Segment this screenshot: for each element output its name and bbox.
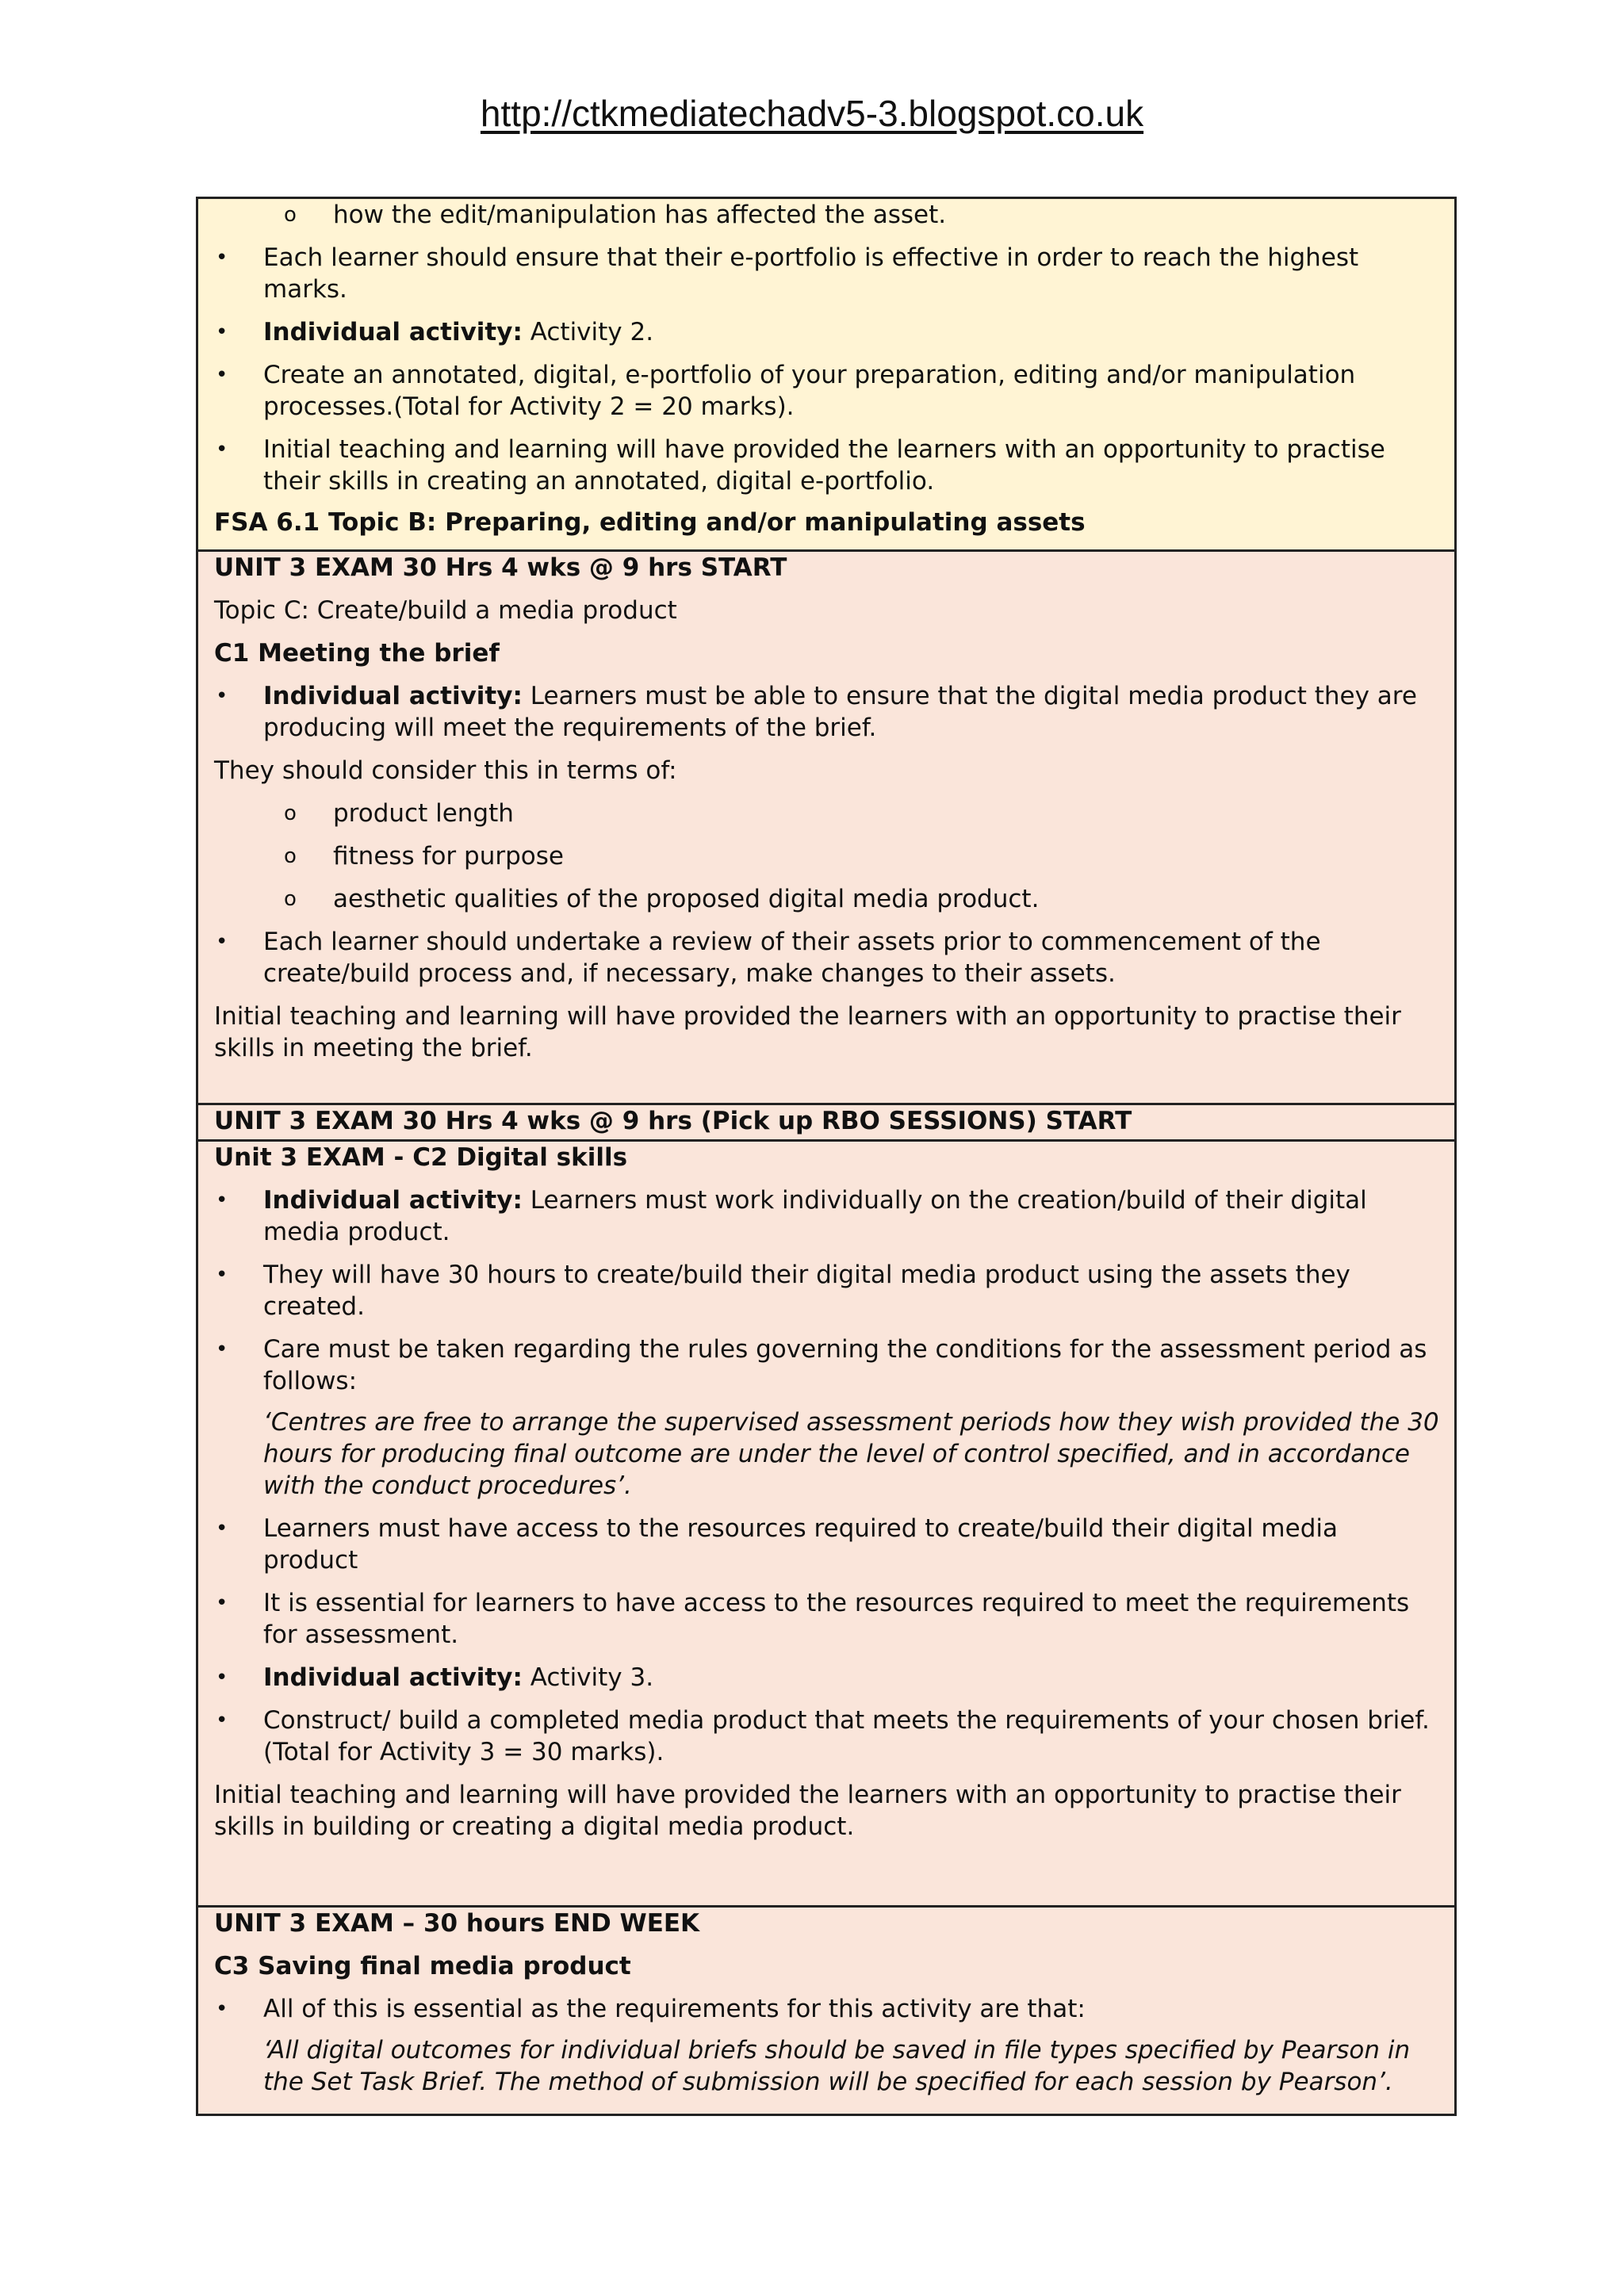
bullet-text: Each learner should undertake a review of their assets prior to commencement of the create/build process and, if necessary, make changes to their assets. — [263, 928, 1321, 988]
bullet-label: Individual activity: — [263, 1663, 523, 1692]
bullet-icon: • — [216, 363, 228, 387]
quote-block: ‘Centres are free to arrange the supervised assessment periods how they wish provided the 30 hours for producing final outcome are under the level of control specified, and in accordance with the conduct procedures’. — [263, 1408, 1439, 1500]
bullet-text: Construct/ build a completed media product that meets the requirements of your chosen brief. (Total for Activity 3 = 30 marks). — [263, 1706, 1430, 1766]
bullet-icon: • — [216, 320, 228, 344]
sub-item-text: fitness for purpose — [333, 842, 564, 871]
bullet-item — [214, 1662, 1440, 1693]
bullet-text: Learners must have access to the resources required to create/build their digital media product — [263, 1514, 1338, 1575]
section-c2 — [198, 1142, 1454, 1908]
circle-bullet-icon: o — [284, 844, 297, 868]
bullet-item — [214, 316, 1440, 348]
bullet-icon: • — [216, 1263, 228, 1287]
consider-line: They should consider this in terms of: — [214, 756, 677, 785]
document-table — [196, 197, 1457, 2116]
section-footer: FSA 6.1 Topic B: Preparing, editing and/or manipulating assets — [214, 508, 1086, 537]
bullet-text: Learners must work individually on the creation/build of their digital media product. — [263, 1186, 1367, 1246]
bullet-icon: • — [216, 930, 228, 954]
topic-line: Topic C: Create/build a media product — [214, 596, 677, 625]
closing-paragraph: Initial teaching and learning will have provided the learners with an opportunity to practise their skills in building or creating a digital media product. — [214, 1781, 1401, 1841]
section-c1 — [198, 552, 1454, 1105]
section-heading: UNIT 3 EXAM 30 Hrs 4 wks @ 9 hrs START — [214, 553, 787, 582]
bullet-item — [214, 1184, 1440, 1248]
section-subheading: C3 Saving final media product — [214, 1952, 631, 1980]
bullet-icon: • — [216, 1591, 228, 1615]
bullet-item — [214, 1705, 1440, 1768]
bullet-text: Activity 3. — [522, 1663, 654, 1692]
bullet-icon: • — [216, 1188, 228, 1212]
bullet-item — [214, 1587, 1440, 1651]
sub-item — [214, 199, 1440, 231]
circle-bullet-icon: o — [284, 203, 297, 227]
bullet-text: Learners must be able to ensure that the digital media product they are producing will meet the requirements of the brief. — [263, 682, 1417, 742]
bullet-icon: • — [216, 1666, 228, 1689]
section-heading: UNIT 3 EXAM – 30 hours END WEEK — [214, 1909, 700, 1938]
bullet-text: Each learner should ensure that their e-portfolio is effective in order to reach the highest marks. — [263, 243, 1359, 304]
circle-bullet-icon: o — [284, 887, 297, 911]
bullet-text: All of this is essential as the requirements for this activity are that: — [263, 1995, 1086, 2023]
bullet-item — [214, 242, 1440, 305]
sub-item — [214, 798, 1440, 829]
sub-item — [214, 883, 1440, 915]
bullet-item — [214, 926, 1440, 989]
circle-bullet-icon: o — [284, 802, 297, 825]
bullet-icon: • — [216, 1337, 228, 1361]
bullet-label: Individual activity: — [263, 318, 523, 346]
bullet-text: Care must be taken regarding the rules governing the conditions for the assessment period as follows: — [263, 1335, 1427, 1395]
quote-block: ‘All digital outcomes for individual briefs should be saved in file types specified by Pearson in the Set Task Brief. The method of submission will be specified for each session by Pearson’. — [263, 2036, 1411, 2096]
section-heading: Unit 3 EXAM - C2 Digital skills — [214, 1143, 628, 1172]
bullet-label: Individual activity: — [263, 682, 523, 710]
bullet-icon: • — [216, 246, 228, 270]
bullet-text: Activity 2. — [522, 318, 654, 346]
bullet-label: Individual activity: — [263, 1186, 523, 1215]
bullet-text: Initial teaching and learning will have provided the learners with an opportunity to practise their skills in creating an annotated, digital e-portfolio. — [263, 435, 1385, 496]
bullet-icon: • — [216, 1709, 228, 1732]
bullet-item — [214, 359, 1440, 423]
section-topic-b — [198, 199, 1454, 552]
sub-item-text: how the edit/manipulation has affected the asset. — [333, 201, 947, 229]
page-header-url[interactable]: http://ctkmediatechadv5-3.blogspot.co.uk — [480, 93, 1144, 134]
sub-item — [214, 840, 1440, 872]
bullet-icon: • — [216, 438, 228, 461]
bullet-item — [214, 1334, 1440, 1397]
bullet-item — [214, 680, 1440, 744]
bullet-icon: • — [216, 1997, 228, 2021]
section-heading: UNIT 3 EXAM 30 Hrs 4 wks @ 9 hrs (Pick up RBO SESSIONS) START — [214, 1107, 1132, 1135]
sub-item-text: product length — [333, 799, 514, 828]
bullet-icon: • — [216, 1517, 228, 1540]
section-c3 — [198, 1908, 1454, 2114]
bullet-text: Create an annotated, digital, e-portfolio of your preparation, editing and/or manipulation processes.(Total for Activity 2 = 20 marks). — [263, 361, 1356, 421]
section-rbo-start — [198, 1105, 1454, 1142]
sub-item-text: aesthetic qualities of the proposed digital media product. — [333, 885, 1040, 913]
bullet-text: It is essential for learners to have access to the resources required to meet the requirements for assessment. — [263, 1589, 1410, 1649]
bullet-icon: • — [216, 684, 228, 708]
closing-paragraph: Initial teaching and learning will have provided the learners with an opportunity to practise their skills in meeting the brief. — [214, 1002, 1401, 1062]
section-subheading: C1 Meeting the brief — [214, 639, 500, 668]
bullet-item — [214, 1513, 1440, 1576]
bullet-item — [214, 1993, 1440, 2025]
bullet-item — [214, 434, 1440, 497]
bullet-text: They will have 30 hours to create/build their digital media product using the assets they created. — [263, 1261, 1350, 1321]
bullet-item — [214, 1259, 1440, 1322]
